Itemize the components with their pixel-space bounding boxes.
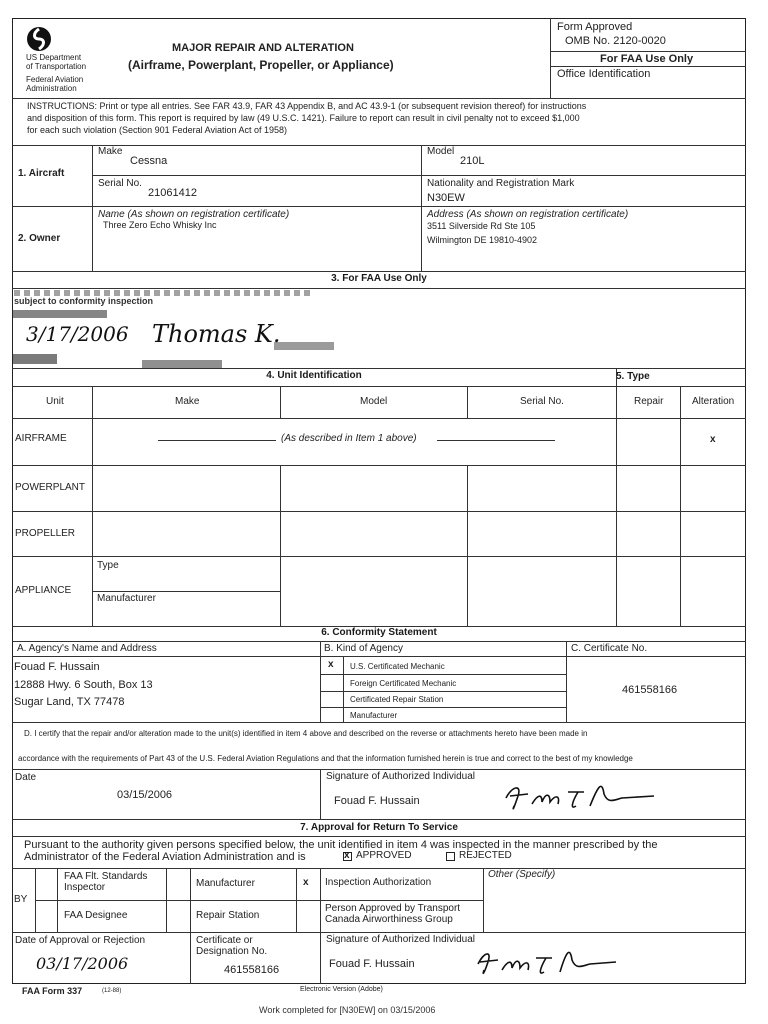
agency-line-2-value: 12888 Hwy. 6 South, Box 13	[14, 679, 153, 691]
appliance-manufacturer-label: Manufacturer	[97, 593, 156, 604]
aircraft-make-value: Cessna	[130, 155, 168, 167]
registration-value: N30EW	[427, 192, 465, 204]
dot-logo-icon	[26, 26, 52, 52]
owner-address-label: Address (As shown on registration certificate)	[427, 209, 629, 220]
certify-statement-line-2: accordance with the requirements of Part 43 of the U.S. Federal Aviation Regulations and that the information furnished herein is true and correct to the best of my knowledge	[18, 754, 633, 763]
col-repair: Repair	[634, 396, 664, 407]
faa-std-inspector-line-1: FAA Flt. Standards	[64, 871, 148, 882]
agency-line-3: Federal Aviation	[26, 75, 84, 84]
faa-use-only-label: For FAA Use Only	[600, 53, 694, 65]
approval-cert-label-line-2: Designation No.	[196, 946, 268, 957]
owner-address-line-1: 3511 Silverside Rd Ste 105	[427, 221, 536, 231]
by-label: BY	[14, 894, 28, 905]
owner-name-label: Name (As shown on registration certificate)	[98, 209, 290, 220]
form-number: FAA Form 337	[22, 986, 83, 996]
electronic-version-label: Electronic Version (Adobe)	[300, 986, 383, 993]
person-approved-line-1: Person Approved by Transport	[325, 903, 461, 914]
kind-option-3: Certificated Repair Station	[350, 695, 444, 704]
agency-line-2: of Transportation	[26, 62, 87, 71]
owner-section-label: 2. Owner	[18, 233, 61, 244]
owner-name-value: Three Zero Echo Whisky Inc	[103, 220, 217, 230]
agency-name-label: A. Agency's Name and Address	[17, 643, 157, 654]
kind-mark: x	[328, 659, 334, 670]
conformity-date-label: Date	[15, 772, 37, 783]
row-appliance: APPLIANCE	[15, 585, 72, 596]
col-serial: Serial No.	[520, 396, 564, 407]
other-specify-label: Other (Specify)	[488, 869, 556, 880]
approval-section-label: 7. Approval for Return To Service	[300, 822, 458, 833]
agency-line-4: Administration	[26, 84, 77, 93]
owner-address-line-2: Wilmington DE 19810-4902	[427, 235, 538, 245]
make-label: Make	[98, 146, 123, 157]
rejected-checkbox[interactable]	[446, 852, 455, 861]
col-alteration: Alteration	[692, 396, 735, 407]
form-title: MAJOR REPAIR AND ALTERATION	[172, 42, 354, 54]
row-airframe: AIRFRAME	[15, 433, 67, 444]
form-approved-label: Form Approved	[557, 21, 633, 33]
approved-checkbox[interactable]: x	[343, 852, 352, 861]
certificate-no-label: C. Certificate No.	[571, 643, 648, 654]
manufacturer-option: Manufacturer	[196, 878, 255, 889]
stamp-signature: Thomas K.	[152, 320, 281, 348]
aircraft-model-value: 210L	[460, 155, 485, 167]
kind-of-agency-label: B. Kind of Agency	[324, 643, 403, 654]
repair-station-option: Repair Station	[196, 910, 260, 921]
stamp-text: subject to conformity inspection	[14, 296, 154, 306]
airframe-alteration-mark: x	[710, 434, 716, 445]
office-identification-label: Office Identification	[557, 68, 651, 80]
conformity-section-label: 6. Conformity Statement	[321, 627, 437, 638]
col-make: Make	[175, 396, 200, 407]
aircraft-section-label: 1. Aircraft	[18, 168, 65, 179]
col-unit: Unit	[46, 396, 64, 407]
aircraft-serial-value: 21061412	[148, 187, 197, 199]
conformity-signature-name: Fouad F. Hussain	[334, 795, 420, 807]
serial-label: Serial No.	[98, 178, 142, 189]
rejected-label: REJECTED	[459, 850, 512, 861]
kind-option-4: Manufacturer	[350, 711, 398, 720]
col-model: Model	[360, 396, 388, 407]
person-approved-line-2: Canada Airworthiness Group	[325, 914, 453, 925]
type-section-label: 5. Type	[616, 371, 650, 382]
nationality-label: Nationality and Registration Mark	[427, 178, 575, 189]
approval-signature-name: Fouad F. Hussain	[329, 958, 415, 970]
certify-statement-line-1: D. I certify that the repair and/or alteration made to the unit(s) identified in item 4 above and described on the reverse or attachments hereto have been made in	[24, 729, 588, 738]
approved-label: APPROVED	[356, 850, 412, 861]
faa-stamp	[12, 290, 372, 370]
stamp-date: 3/17/2006	[26, 322, 129, 346]
approval-text-line-2: Administrator of the Federal Aviation Administration and is	[24, 851, 306, 863]
agency-line-1: US Department	[26, 53, 82, 62]
airframe-note: (As described in Item 1 above)	[281, 433, 417, 444]
approval-date-label: Date of Approval or Rejection	[15, 935, 146, 946]
approval-signature-icon	[470, 940, 620, 980]
instructions-line-2: and disposition of this form. This report is required by law (49 U.S.C. 1421). Failure to report can result in civil penalty not to exceed $1,000	[27, 113, 580, 123]
unit-id-section-label: 4. Unit Identification	[266, 370, 362, 381]
approval-cert-label-line-1: Certificate or	[196, 935, 253, 946]
kind-option-1: U.S. Certificated Mechanic	[350, 662, 445, 671]
inspection-authorization-mark: x	[303, 877, 309, 888]
approval-date-value: 03/17/2006	[36, 954, 129, 973]
model-label: Model	[427, 146, 455, 157]
agency-line-1-value: Fouad F. Hussain	[14, 661, 100, 673]
conformity-signature-label: Signature of Authorized Individual	[326, 771, 475, 782]
appliance-type-label: Type	[97, 560, 119, 571]
form-subtitle: (Airframe, Powerplant, Propeller, or Appliance)	[128, 58, 394, 72]
instructions-line-3: for each such violation (Section 901 Federal Aviation Act of 1958)	[27, 125, 287, 135]
agency-line-3-value: Sugar Land, TX 77478	[14, 696, 125, 708]
approval-text-line-1: Pursuant to the authority given persons specified below, the unit identified in item 4 was inspected in the manner prescribed by the	[24, 839, 658, 851]
faa-designee-option: FAA Designee	[64, 910, 128, 921]
conformity-date-value: 03/15/2006	[117, 789, 173, 801]
row-propeller: PROPELLER	[15, 528, 76, 539]
work-completed-footer: Work completed for [N30EW] on 03/15/2006	[259, 1005, 436, 1015]
form-edition-date: (12-88)	[102, 988, 122, 994]
inspection-authorization-option: Inspection Authorization	[325, 877, 432, 888]
approval-cert-no-value: 461558166	[224, 964, 280, 976]
certificate-no-value: 461558166	[622, 684, 678, 696]
omb-number: OMB No. 2120-0020	[565, 35, 666, 47]
row-powerplant: POWERPLANT	[15, 482, 86, 493]
approval-signature-label: Signature of Authorized Individual	[326, 934, 475, 945]
kind-option-2: Foreign Certificated Mechanic	[350, 679, 457, 688]
faa-std-inspector-line-2: Inspector	[64, 882, 106, 893]
faa-use-section-label: 3. For FAA Use Only	[331, 273, 427, 284]
instructions-line-1: INSTRUCTIONS: Print or type all entries. See FAR 43.9, FAR 43 Appendix B, and AC 43.9-1 (or subsequent revision thereof) for instructions	[27, 101, 587, 111]
conformity-signature-icon	[498, 776, 658, 816]
